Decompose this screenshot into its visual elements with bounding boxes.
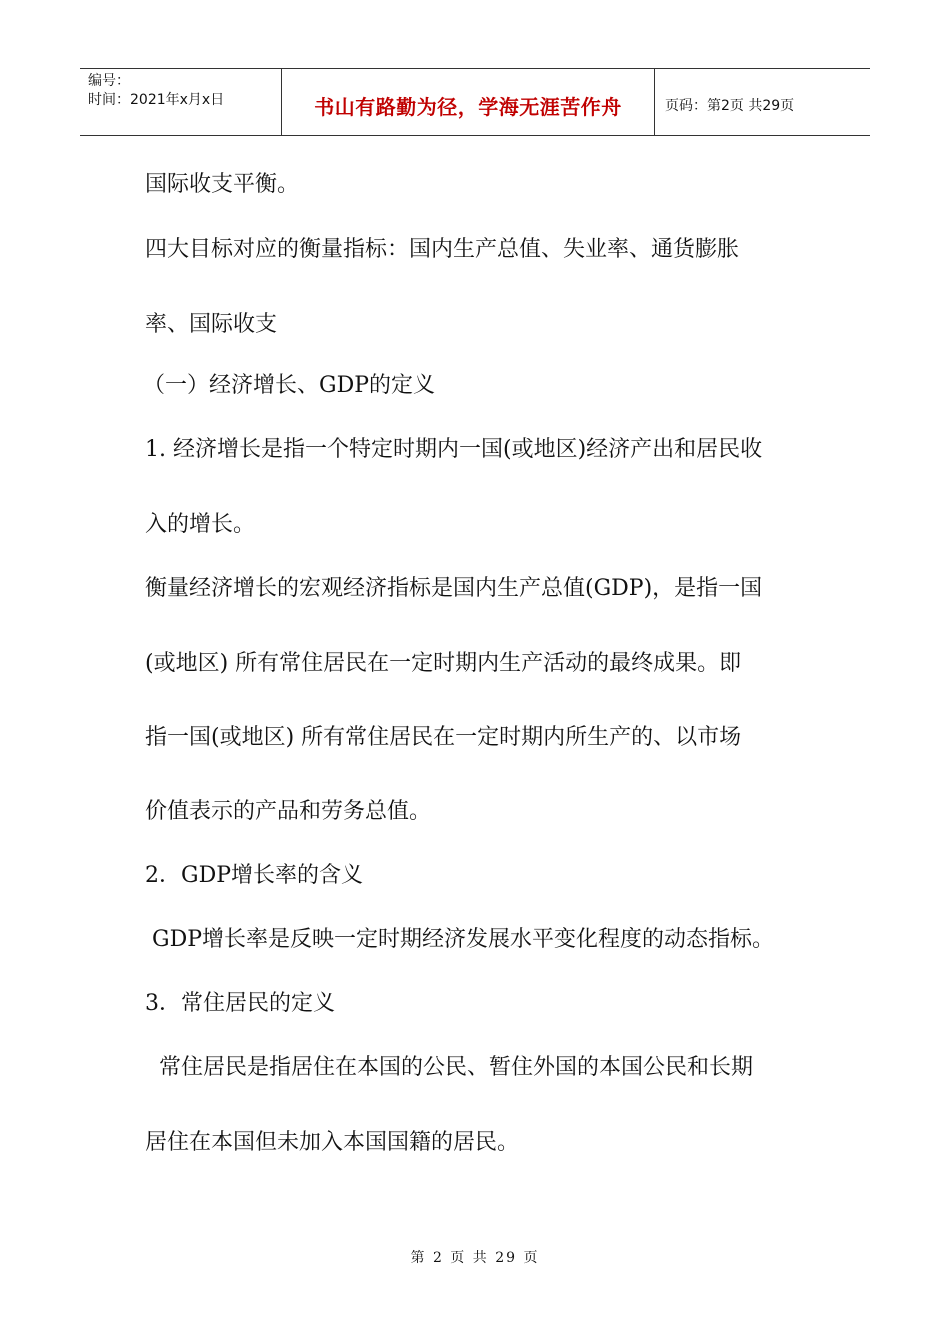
section-heading: （一）经济增长、GDP的定义 (143, 373, 436, 398)
page-header (80, 68, 870, 136)
body-line: 常住居民是指居住在本国的公民、暂住外国的本国公民和长期 (145, 1055, 753, 1080)
body-line: 四大目标对应的衡量指标：国内生产总值、失业率、通货膨胀 (145, 237, 740, 262)
body-line: 率、国际收支 (145, 312, 278, 337)
body-line: 居住在本国但未加入本国国籍的居民。 (145, 1130, 520, 1155)
header-motto: 书山有路勤为径，学海无涯苦作舟 (314, 94, 622, 119)
body-line: 价值表示的产品和劳务总值。 (145, 799, 432, 824)
body-line: (或地区) 所有常住居民在一定时期内生产活动的最终成果。即 (145, 651, 742, 676)
document-date-label: 时间：2021年x月x日 (88, 92, 225, 108)
section-heading: 2．GDP增长率的含义 (145, 863, 364, 888)
body-line: 1. 经济增长是指一个特定时期内一国(或地区)经济产出和居民收 (145, 437, 763, 462)
body-line: 指一国(或地区) 所有常住居民在一定时期内所生产的、以市场 (145, 725, 742, 750)
section-heading: 3．常住居民的定义 (145, 991, 335, 1016)
body-line: GDP增长率是反映一定时期经济发展水平变化程度的动态指标。 (145, 927, 775, 952)
body-line: 国际收支平衡。 (145, 172, 300, 197)
header-motto-cell (282, 69, 655, 135)
body-line: 衡量经济增长的宏观经济指标是国内生产总值(GDP)，是指一国 (145, 576, 763, 601)
header-meta-cell (80, 69, 282, 135)
document-number-label: 编号： (88, 73, 130, 89)
page-footer: 第 2 页 共 29 页 (410, 1250, 540, 1266)
header-page-cell (655, 69, 870, 135)
header-page-info: 页码：第2页 共29页 (665, 98, 795, 114)
body-line: 入的增长。 (145, 512, 256, 537)
